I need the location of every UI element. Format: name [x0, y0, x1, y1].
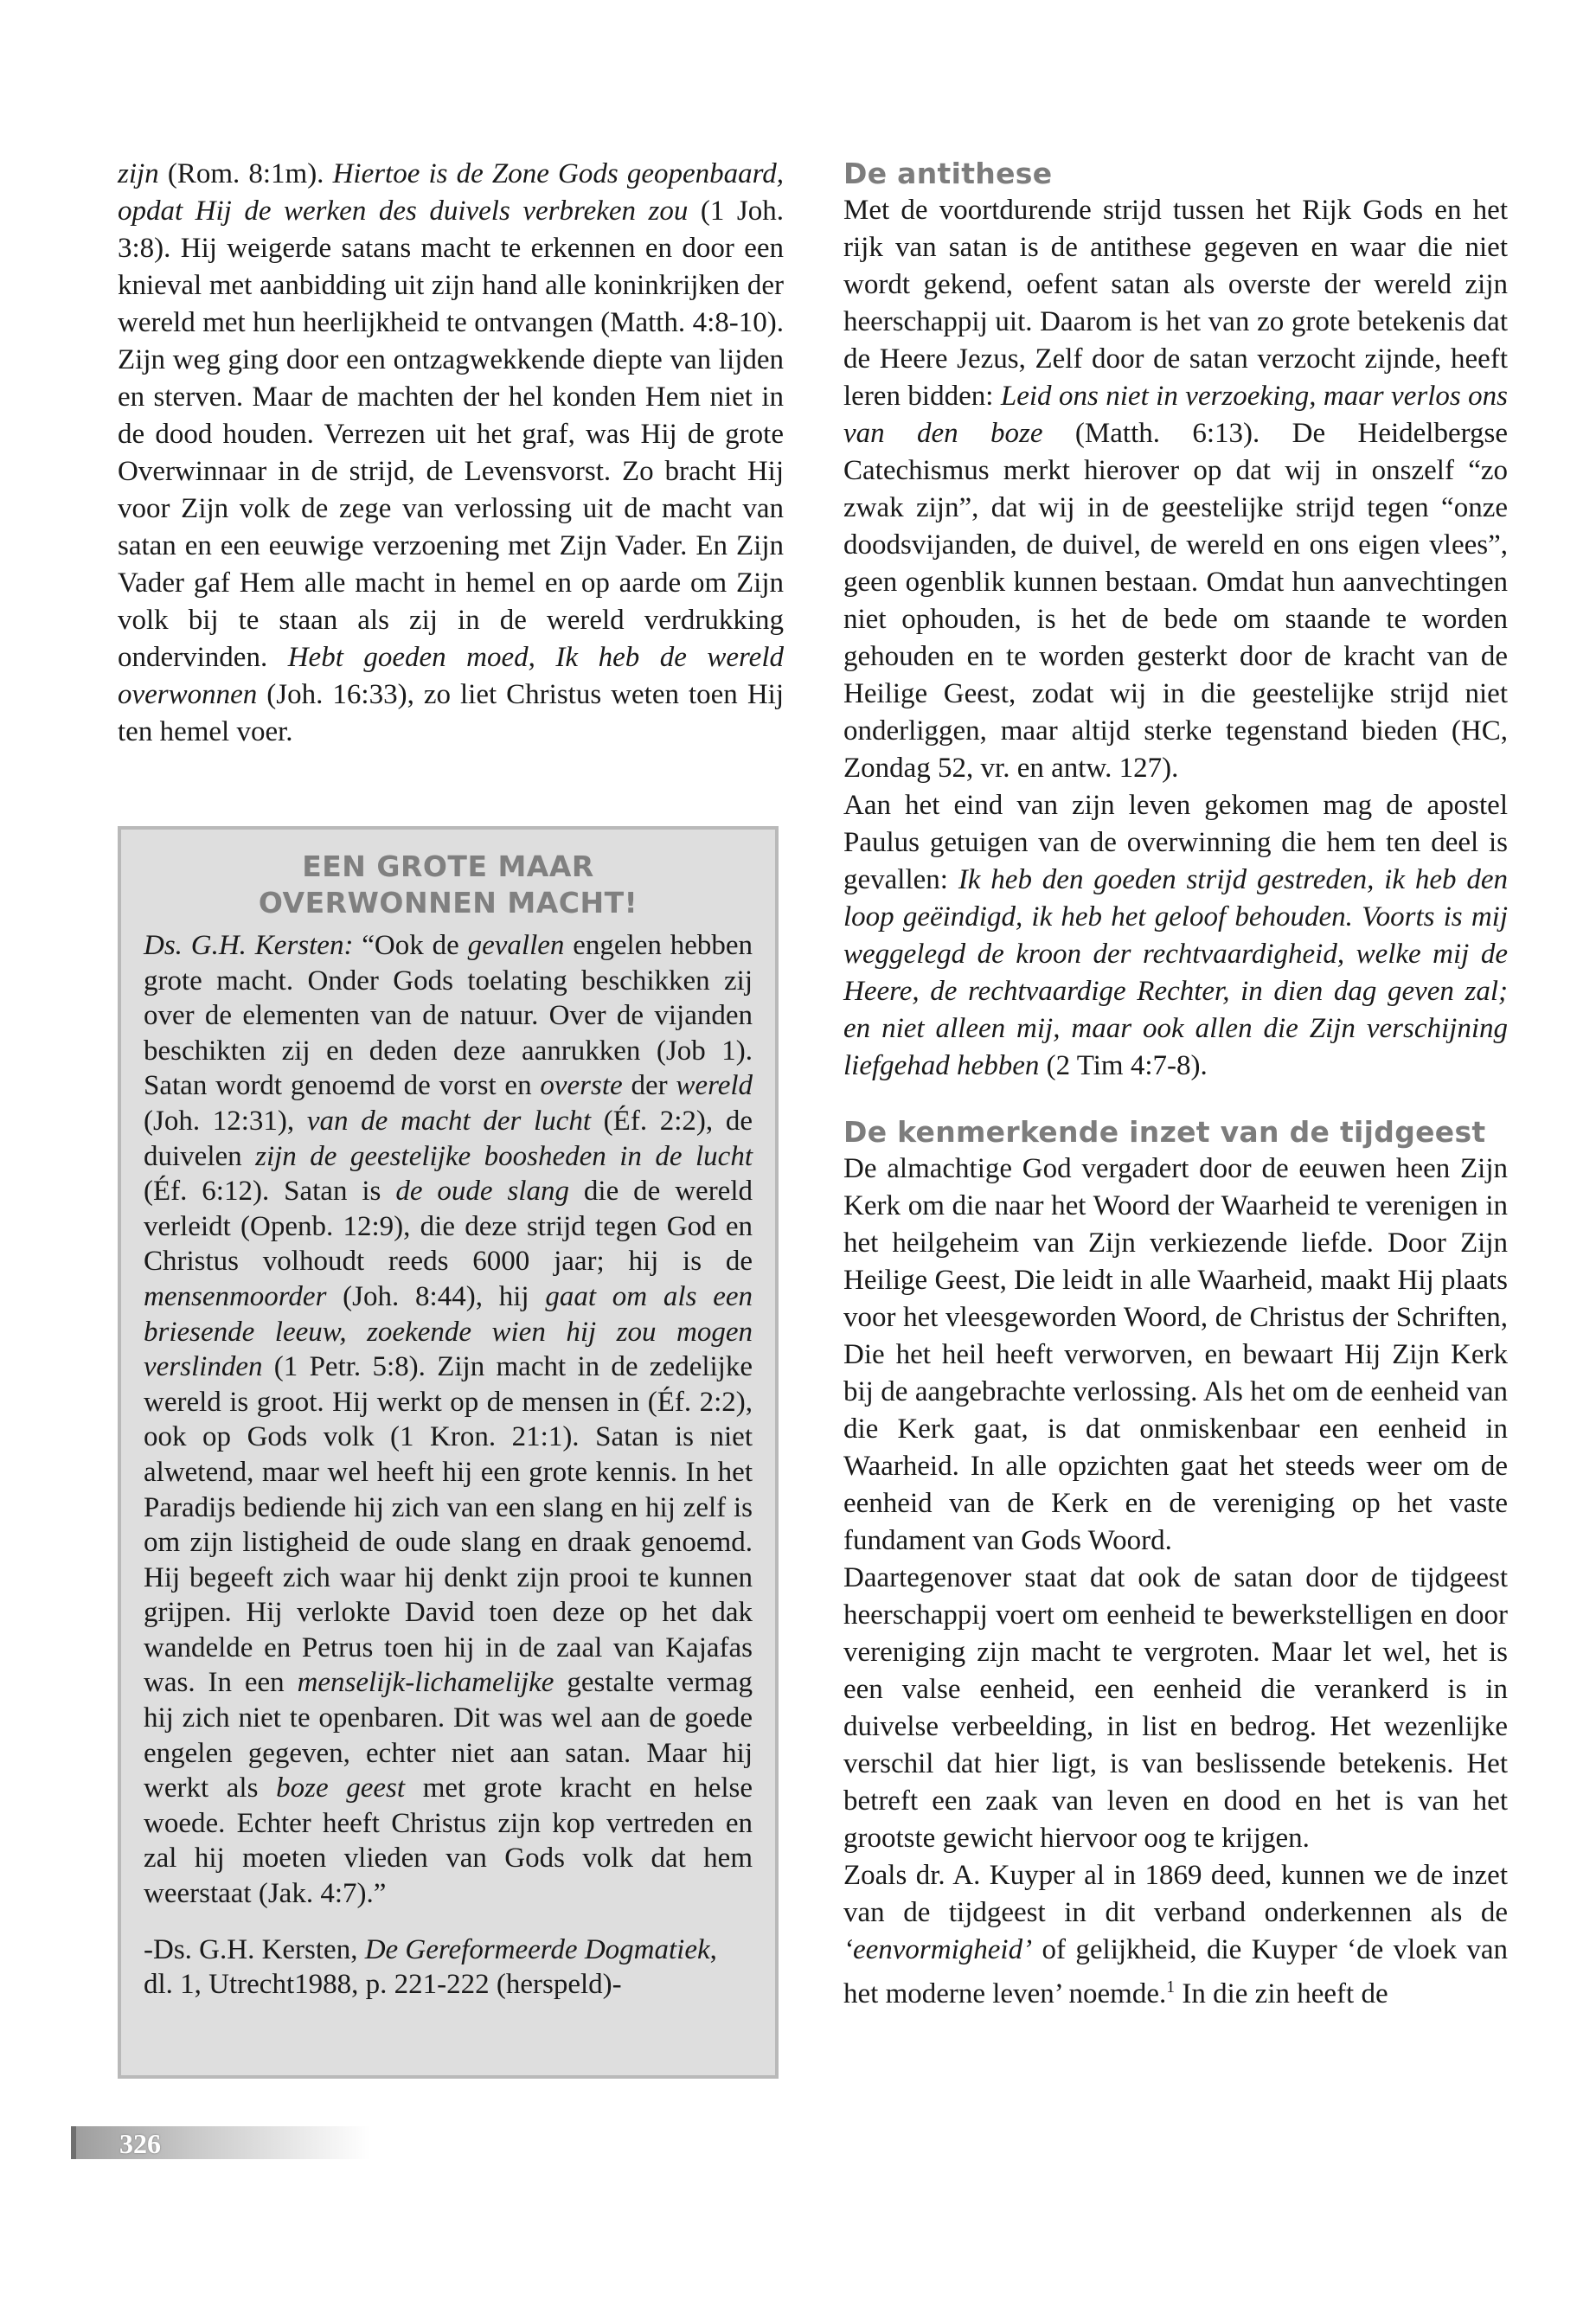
page-number: 326 [119, 2128, 161, 2159]
text-run: “Ook de [353, 930, 468, 961]
italic-text: Hiertoe is de Zone Gods geopenbaard, opdat Hij de werken des duivels verbreken zou [118, 158, 784, 227]
text-run: De almachtige God vergadert door de eeuwen heen Zijn Kerk om die naar het Woord der Waarheid te verenigen in het heilgeheim van Zijn verkiezende liefde. Door Zijn Heilige Geest, Die leidt in alle Waarheid, maakt Hij plaats voor het vleesgeworden Woord, de Christus der Schriften, Die het heil heeft verworven, en bewaart Hij Zijn Kerk bij de aangebrachte verlossing. Als het om de eenheid van die Kerk gaat, is dat onmiskenbaar een eenheid in Waarheid. In alle opzichten gaat het steeds weer om de eenheid van de Kerk en de vereniging op het vaste fundament van Gods Woord. [843, 1153, 1508, 1556]
italic-text: Hebt goeden moed, Ik heb de wereld overwonnen [118, 642, 784, 710]
text-run: Aan het eind van zijn leven gekomen mag de apostel Paulus getuigen van de overwinning die hem ten deel is gevallen: [843, 790, 1508, 895]
text-run: , dl. 1, Utrecht1988, p. 221-222 (herspeld)- [144, 1933, 717, 2001]
italic-text: wereld [676, 1070, 753, 1102]
text-run: Zoals dr. A. Kuyper al in 1869 deed, kunnen we de inzet van de tijdgeest in dit verband onderkennen als de [843, 1860, 1508, 1928]
text-run: Daartegenover staat dat ook de satan door de tijdgeest heerschappij voert om eenheid te bewerkstelligen en door vereniging zijn macht te vergroten. Maar let wel, het is een valse eenheid, een eenheid die verankerd is in duivelse verbeelding, in list en bedrog. Het wezenlijke verschil dat hier ligt, is van beslissende betekenis. Het betreft een zaak van leven en dood en het is van het grootste gewicht hiervoor oog te krijgen. [843, 1562, 1508, 1854]
left-column [118, 156, 784, 751]
text-run: of gelijkheid, die Kuyper ‘de vloek van het moderne leven’ noemde. [843, 1934, 1508, 2009]
italic-text: gaat om als een briesende leeuw, zoekende wien hij zou mogen verslinden [144, 1280, 753, 1383]
italic-text: gevallen [467, 930, 565, 961]
text-run: (Joh. 8:44), hij [326, 1280, 546, 1312]
italic-text: Ds. G.H. Kersten: [144, 930, 354, 961]
footnote-ref: 1 [1166, 1977, 1176, 1997]
box-title-line2: OVERWONNEN MACHT! [258, 886, 638, 920]
italic-text: Leid ons niet in verzoeking, maar verlos ons van den boze [843, 381, 1508, 449]
paragraph-antithese-2 [843, 787, 1508, 1085]
text-run: (Rom. 8:1m). [158, 158, 333, 189]
text-run: (Éf. 2:2), de duivelen [144, 1105, 753, 1172]
text-run: der [622, 1070, 676, 1102]
italic-text: boze geest [276, 1772, 406, 1804]
text-run: (1 Petr. 5:8). Zijn macht in de zedelijke wereld is groot. Hij werkt op de mensen in (Éf. 2:2), ook op Gods volk (1 Kron. 21:1). Satan is niet alwetend, maar wel heeft hij een grote kennis. In het Paradijs bediende hij zich van een slang en hij zelf is om zijn listigheid de oude slang en draak genoemd. Hij begeeft zich waar hij denkt zijn prooi te kunnen grijpen. Hij verlokte David toen deze op het dak wandelde en Petrus toen hij in de zaal van Kajafas was. In een [144, 1351, 753, 1699]
italic-text: van de macht der lucht [306, 1105, 591, 1137]
italic-text: De Gereformeerde Dogmatiek [364, 1933, 710, 1965]
italic-text: zijn de geestelijke boosheden in de lucht [255, 1140, 753, 1172]
italic-text: de oude slang [395, 1176, 569, 1208]
box-title [144, 849, 753, 921]
italic-text: ‘eenvormigheid’ [843, 1934, 1033, 1965]
text-run: (Éf. 6:12). Satan is [144, 1176, 396, 1208]
text-run: (Matth. 6:13). De Heidelbergse Catechismus merkt hierover op dat wij in onszelf “zo zwak zijn”, dat wij in de geestelijke strijd tegen “onze doodsvijanden, de duivel, de wereld en ons eigen vlees”, geen ogenblik kunnen bestaan. Omdat hun aanvechtingen niet ophouden, is het de bede om staande te worden gehouden en te worden gesterkt door de kracht van de Heilige Geest, zodat wij in die geestelijke strijd niet onderliggen, maar altijd sterke tegenstand bieden (HC, Zondag 52, vr. en antw. 127). [843, 418, 1508, 784]
box-quote [144, 928, 753, 1912]
italic-text: zijn [118, 158, 159, 189]
italic-text: overste [540, 1070, 623, 1102]
text-run: (Joh. 12:31), [144, 1105, 307, 1137]
text-run: die de wereld verleidt (Openb. 12:9), die deze strijd tegen God en Christus volhoudt reeds 6000 jaar; hij is de [144, 1176, 753, 1278]
text-run: (Joh. 16:33), zo liet Christus weten toen Hij ten hemel voer. [118, 679, 784, 747]
text-run: Met de voortdurende strijd tussen het Rijk Gods en het rijk van satan is de antithese gegeven en waar die niet wordt gekend, oefent satan als overste der wereld zijn heerschappij uit. Daarom is het van zo grote betekenis dat de Heere Jezus, Zelf door de satan verzocht zijnde, heeft leren bidden: [843, 195, 1508, 412]
paragraph-tijdgeest-2 [843, 1560, 1508, 1857]
italic-text: Ik heb den goeden strijd gestreden, ik heb den loop geëindigd, ik heb het geloof behouden. Voorts is mij weggelegd de kroon der rechtvaardigheid, welke mij de Heere, de rechtvaardige Rechter, in dien dag geven zal; en niet alleen mij, maar ook allen die Zijn verschijning liefgehad hebben [843, 864, 1509, 1081]
italic-text: menselijk-lichamelijke [297, 1667, 554, 1699]
text-run: (2 Tim 4:7-8). [1039, 1050, 1208, 1081]
text-run: In die zin heeft de [1175, 1978, 1388, 2009]
text-run: engelen hebben grote macht. Onder Gods toelating beschikken zij over de elementen van de natuur. Over de vijanden beschikten zij en deden deze aanrukken (Job 1). Satan wordt genoemd de vorst en [144, 930, 753, 1102]
section-heading-antithese: De antithese [843, 157, 1053, 190]
paragraph-tijdgeest-3 [843, 1857, 1508, 2013]
section-heading-tijdgeest: De kenmerkende inzet van de tijdgeest [843, 1115, 1486, 1149]
italic-text: mensenmoorder [144, 1280, 327, 1312]
left-paragraph [118, 156, 784, 751]
paragraph-antithese-1 [843, 192, 1508, 787]
quote-box [118, 826, 779, 2079]
box-title-line1: EEN GROTE MAAR [302, 849, 594, 883]
text-run: (1 Joh. 3:8). Hij weigerde satans macht te erkennen en door een knieval met aanbidding uit zijn hand alle koninkrijken der wereld met hun heerlijkheid te ontvangen (Matth. 4:8-10). Zijn weg ging door een ontzagwekkende diepte van lijden en sterven. Maar de machten der hel konden Hem niet in de dood houden. Verrezen uit het graf, was Hij de grote Overwinnaar in de strijd, de Levensvorst. Zo bracht Hij voor Zijn volk de zege van verlossing uit de macht van satan en een eeuwige verzoening met Zijn Vader. En Zijn Vader gaf Hem alle macht in hemel en op aarde om Zijn volk bij te staan als zij in de wereld verdrukking ondervinden. [118, 195, 784, 673]
text-run: met grote kracht en helse woede. Echter heeft Christus zijn kop vertreden en zal hij moeten vlieden van Gods volk dat hem weerstaat (Jak. 4:7).” [144, 1772, 753, 1910]
text-run: -Ds. G.H. Kersten, [144, 1933, 365, 1965]
text-run: gestalte vermag hij zich niet te openbaren. Dit was wel aan de goede engelen gegeven, echter niet aan satan. Maar hij werkt als [144, 1667, 753, 1804]
paragraph-tijdgeest-1 [843, 1150, 1508, 1560]
box-source [144, 1932, 753, 2003]
right-column [843, 156, 1508, 2013]
